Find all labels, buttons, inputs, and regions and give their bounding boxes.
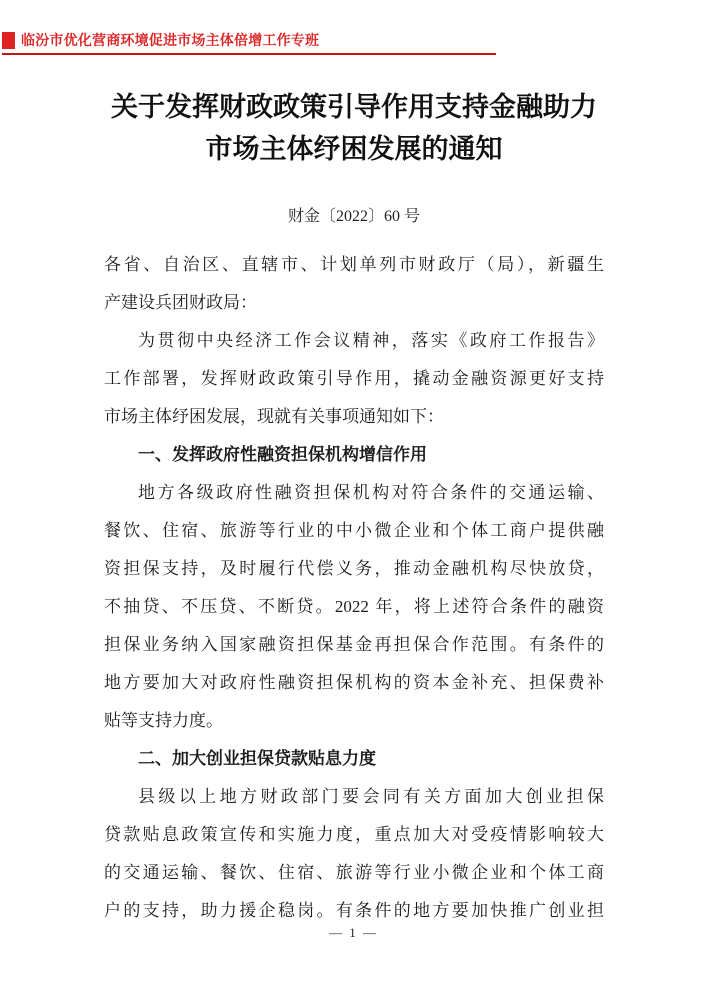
body-line: 担保业务纳入国家融资担保基金再担保合作范围。有条件的 xyxy=(104,635,604,654)
document-title-line-1: 关于发挥财政政策引导作用支持金融助力 xyxy=(111,92,597,122)
body-line: 各省、自治区、直辖市、计划单列市财政厅（局），新疆生 xyxy=(104,255,604,274)
body-line: 不抽贷、不压贷、不断贷。2022 年，将上述符合条件的融资 xyxy=(104,597,604,616)
body-line: 地方要加大对政府性融资担保机构的资本金补充、担保费补 xyxy=(104,673,604,692)
body-line: 地方各级政府性融资担保机构对符合条件的交通运输、 xyxy=(138,483,604,502)
body-line: 贴等支持力度。 xyxy=(104,711,223,730)
document-body xyxy=(104,86,604,930)
body-line: 市场主体纾困发展，现就有关事项通知如下： xyxy=(104,407,444,426)
section-heading: 一、发挥政府性融资担保机构增信作用 xyxy=(138,445,427,464)
body-line: 户的支持，助力援企稳岗。有条件的地方要加快推广创业担 xyxy=(104,901,604,920)
body-line: 为贯彻中央经济工作会议精神，落实《政府工作报告》 xyxy=(138,331,604,350)
document-title-line-2: 市场主体纾困发展的通知 xyxy=(205,134,503,164)
section-heading: 二、加大创业担保贷款贴息力度 xyxy=(138,749,376,768)
masthead-title: 临汾市优化营商环境促进市场主体倍增工作专班 xyxy=(21,32,320,48)
body-line: 贷款贴息政策宣传和实施力度，重点加大对受疫情影响较大 xyxy=(104,825,604,844)
body-line: 县级以上地方财政部门要会同有关方面加大创业担保 xyxy=(138,787,604,806)
body-lines xyxy=(104,246,604,930)
body-line: 工作部署，发挥财政政策引导作用，撬动金融资源更好支持 xyxy=(104,369,604,388)
body-line: 的交通运输、餐饮、住宿、旅游等行业小微企业和个体工商 xyxy=(104,863,604,882)
page-number: — 1 — xyxy=(329,925,378,940)
document-title xyxy=(104,86,604,170)
body-line: 餐饮、住宿、旅游等行业的中小微企业和个体工商户提供融 xyxy=(104,521,604,540)
document-number: 财金〔2022〕60 号 xyxy=(287,208,420,225)
masthead xyxy=(2,30,319,50)
body-line: 产建设兵团财政局： xyxy=(104,293,257,312)
masthead-bullet-icon xyxy=(2,32,15,49)
masthead-divider xyxy=(2,53,496,55)
body-line: 资担保支持，及时履行代偿义务，推动金融机构尽快放贷， xyxy=(104,559,604,578)
